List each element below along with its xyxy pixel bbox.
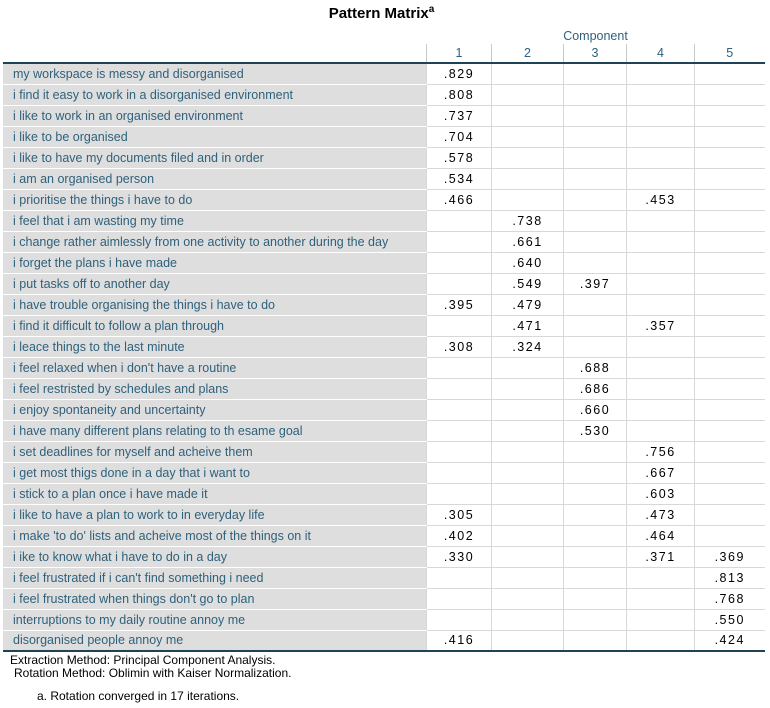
- table-row: [2, 252, 765, 273]
- footnote-a: a. Rotation converged in 17 iterations.: [37, 689, 240, 703]
- table-row: [2, 210, 765, 231]
- loading-value-cell: [492, 63, 564, 84]
- loading-value-cell: [564, 441, 627, 462]
- loading-value-cell: .371: [627, 546, 695, 567]
- table-row: [2, 63, 765, 84]
- loading-value-cell: [695, 168, 765, 189]
- loading-value-cell: [492, 105, 564, 126]
- loading-value-cell: [695, 273, 765, 294]
- loading-value-cell: [627, 588, 695, 609]
- table-row: [2, 609, 765, 630]
- table-row: [2, 420, 765, 441]
- loading-value-cell: [427, 399, 492, 420]
- loading-value-cell: [427, 315, 492, 336]
- row-label: i feel relaxed when i don't have a routine: [2, 357, 427, 378]
- row-label: i like to work in an organised environment: [2, 105, 427, 126]
- loading-value-cell: [564, 588, 627, 609]
- loading-value-cell: .688: [564, 357, 627, 378]
- table-row: [2, 630, 765, 651]
- table-footnotes: [0, 654, 770, 703]
- table-row: [2, 441, 765, 462]
- loading-value-cell: [492, 441, 564, 462]
- loading-value-cell: .530: [564, 420, 627, 441]
- row-label: i like to be organised: [2, 126, 427, 147]
- component-column-header-2: 2: [492, 44, 564, 63]
- loading-value-cell: .453: [627, 189, 695, 210]
- loading-value-cell: [427, 231, 492, 252]
- loading-value-cell: [492, 126, 564, 147]
- loading-value-cell: .534: [427, 168, 492, 189]
- loading-value-cell: [492, 378, 564, 399]
- row-label: disorganised people annoy me: [2, 630, 427, 651]
- loading-value-cell: [492, 483, 564, 504]
- loading-value-cell: [627, 294, 695, 315]
- loading-value-cell: [695, 378, 765, 399]
- table-row: [2, 378, 765, 399]
- loading-value-cell: [695, 105, 765, 126]
- loading-value-cell: [492, 420, 564, 441]
- loading-value-cell: .686: [564, 378, 627, 399]
- loading-value-cell: [427, 567, 492, 588]
- table-row: [2, 462, 765, 483]
- loading-value-cell: [564, 252, 627, 273]
- loading-value-cell: [695, 525, 765, 546]
- table-row: [2, 399, 765, 420]
- loading-value-cell: [427, 252, 492, 273]
- component-column-header-5: 5: [695, 44, 765, 63]
- loading-value-cell: [564, 210, 627, 231]
- loading-value-cell: [564, 294, 627, 315]
- loading-value-cell: .738: [492, 210, 564, 231]
- row-label: i put tasks off to another day: [2, 273, 427, 294]
- loading-value-cell: [627, 357, 695, 378]
- loading-value-cell: [564, 546, 627, 567]
- loading-value-cell: [695, 63, 765, 84]
- loading-value-cell: [492, 399, 564, 420]
- loading-value-cell: [564, 462, 627, 483]
- loading-value-cell: [492, 546, 564, 567]
- loading-value-cell: [564, 84, 627, 105]
- loading-value-cell: [492, 630, 564, 651]
- loading-value-cell: .479: [492, 294, 564, 315]
- loading-value-cell: .471: [492, 315, 564, 336]
- loading-value-cell: [492, 567, 564, 588]
- loading-value-cell: .397: [564, 273, 627, 294]
- loading-value-cell: [695, 189, 765, 210]
- row-label: i stick to a plan once i have made it: [2, 483, 427, 504]
- loading-value-cell: [695, 462, 765, 483]
- loading-value-cell: [564, 147, 627, 168]
- loading-value-cell: .660: [564, 399, 627, 420]
- loading-value-cell: [564, 525, 627, 546]
- loading-value-cell: [564, 336, 627, 357]
- table-row: [2, 147, 765, 168]
- loading-value-cell: [695, 441, 765, 462]
- loading-value-cell: [627, 126, 695, 147]
- loading-value-cell: .395: [427, 294, 492, 315]
- table-row: [2, 315, 765, 336]
- loading-value-cell: .756: [627, 441, 695, 462]
- table-row: [2, 588, 765, 609]
- row-label: i like to have my documents filed and in order: [2, 147, 427, 168]
- loading-value-cell: .737: [427, 105, 492, 126]
- loading-value-cell: [427, 609, 492, 630]
- row-label: i make 'to do' lists and acheive most of the things on it: [2, 525, 427, 546]
- loading-value-cell: [627, 105, 695, 126]
- loading-value-cell: .369: [695, 546, 765, 567]
- row-label: i prioritise the things i have to do: [2, 189, 427, 210]
- loading-value-cell: [695, 126, 765, 147]
- table-row: [2, 105, 765, 126]
- loading-value-cell: [627, 252, 695, 273]
- loading-value-cell: [695, 294, 765, 315]
- loading-value-cell: [492, 462, 564, 483]
- loading-value-cell: .768: [695, 588, 765, 609]
- loading-value-cell: [492, 189, 564, 210]
- component-group-header: Component: [563, 28, 628, 43]
- page-title: [0, 0, 763, 27]
- loading-value-cell: .550: [695, 609, 765, 630]
- table-row: [2, 231, 765, 252]
- component-column-header-3: 3: [564, 44, 627, 63]
- loading-value-cell: [564, 105, 627, 126]
- loading-value-cell: .308: [427, 336, 492, 357]
- loading-value-cell: .402: [427, 525, 492, 546]
- loading-value-cell: [695, 483, 765, 504]
- row-label: i enjoy spontaneity and uncertainty: [2, 399, 427, 420]
- row-label: i find it difficult to follow a plan through: [2, 315, 427, 336]
- loading-value-cell: [695, 336, 765, 357]
- row-label: i am an organised person: [2, 168, 427, 189]
- table-row: [2, 273, 765, 294]
- loading-value-cell: [492, 147, 564, 168]
- loading-value-cell: [564, 630, 627, 651]
- loading-value-cell: [564, 231, 627, 252]
- loading-value-cell: [564, 189, 627, 210]
- loading-value-cell: [564, 168, 627, 189]
- loading-value-cell: [627, 273, 695, 294]
- row-label: i leace things to the last minute: [2, 336, 427, 357]
- component-column-header-4: 4: [627, 44, 695, 63]
- loading-value-cell: [627, 567, 695, 588]
- loading-value-cell: [695, 357, 765, 378]
- extraction-method-note: Extraction Method: Principal Component Analysis.: [10, 653, 276, 667]
- loading-value-cell: [564, 63, 627, 84]
- loading-value-cell: .473: [627, 504, 695, 525]
- loading-value-cell: [695, 84, 765, 105]
- table-row: [2, 483, 765, 504]
- loading-value-cell: .640: [492, 252, 564, 273]
- row-label: i change rather aimlessly from one activity to another during the day: [2, 231, 427, 252]
- loading-value-cell: [627, 399, 695, 420]
- loading-value-cell: .324: [492, 336, 564, 357]
- loading-value-cell: [427, 357, 492, 378]
- loading-value-cell: .661: [492, 231, 564, 252]
- loading-value-cell: .357: [627, 315, 695, 336]
- row-label: i feel frustrated if i can't find something i need: [2, 567, 427, 588]
- loading-value-cell: .808: [427, 84, 492, 105]
- loading-value-cell: [427, 462, 492, 483]
- loading-value-cell: [492, 609, 564, 630]
- table-row: [2, 336, 765, 357]
- loading-value-cell: .578: [427, 147, 492, 168]
- loading-value-cell: [564, 315, 627, 336]
- loading-value-cell: [627, 84, 695, 105]
- loading-value-cell: [492, 168, 564, 189]
- row-label: i feel frustrated when things don't go to plan: [2, 588, 427, 609]
- loading-value-cell: [564, 504, 627, 525]
- table-row: [2, 357, 765, 378]
- loading-value-cell: [627, 231, 695, 252]
- loading-value-cell: [627, 210, 695, 231]
- row-label: my workspace is messy and disorganised: [2, 63, 427, 84]
- loading-value-cell: [427, 483, 492, 504]
- loading-value-cell: [627, 378, 695, 399]
- loading-value-cell: [564, 126, 627, 147]
- loading-value-cell: [492, 525, 564, 546]
- table-row: [2, 294, 765, 315]
- pattern-matrix-table: [0, 27, 765, 652]
- table-row: [2, 567, 765, 588]
- row-label: interruptions to my daily routine annoy me: [2, 609, 427, 630]
- loading-value-cell: [695, 399, 765, 420]
- loading-value-cell: .813: [695, 567, 765, 588]
- table-title-text: Pattern Matrix: [328, 5, 429, 22]
- loading-value-cell: .466: [427, 189, 492, 210]
- loading-value-cell: [427, 210, 492, 231]
- loading-value-cell: [564, 609, 627, 630]
- loading-value-cell: [627, 63, 695, 84]
- loading-value-cell: .424: [695, 630, 765, 651]
- loading-value-cell: [627, 420, 695, 441]
- loading-value-cell: [427, 441, 492, 462]
- loading-value-cell: [695, 252, 765, 273]
- loading-value-cell: [492, 84, 564, 105]
- loading-value-cell: [564, 483, 627, 504]
- loading-value-cell: [627, 609, 695, 630]
- loading-value-cell: .603: [627, 483, 695, 504]
- loading-value-cell: [427, 273, 492, 294]
- loading-value-cell: .549: [492, 273, 564, 294]
- rotation-method-note: Rotation Method: Oblimin with Kaiser Normalization.: [14, 666, 292, 680]
- loading-value-cell: [492, 588, 564, 609]
- loading-value-cell: .464: [627, 525, 695, 546]
- row-label: i get most thigs done in a day that i want to: [2, 462, 427, 483]
- component-group-row: [2, 27, 765, 44]
- table-row: [2, 84, 765, 105]
- loading-value-cell: [627, 630, 695, 651]
- row-label: i ike to know what i have to do in a day: [2, 546, 427, 567]
- table-row: [2, 168, 765, 189]
- loading-value-cell: [695, 504, 765, 525]
- loading-value-cell: [492, 504, 564, 525]
- loading-value-cell: .416: [427, 630, 492, 651]
- row-label: i forget the plans i have made: [2, 252, 427, 273]
- loading-value-cell: [427, 588, 492, 609]
- table-row: [2, 189, 765, 210]
- loading-value-cell: [564, 567, 627, 588]
- loading-value-cell: .667: [627, 462, 695, 483]
- row-label: i have trouble organising the things i have to do: [2, 294, 427, 315]
- component-column-header-1: 1: [427, 44, 492, 63]
- loading-value-cell: [695, 231, 765, 252]
- loading-value-cell: .305: [427, 504, 492, 525]
- row-label: i set deadlines for myself and acheive them: [2, 441, 427, 462]
- table-row: [2, 525, 765, 546]
- table-row: [2, 504, 765, 525]
- row-label: i have many different plans relating to th esame goal: [2, 420, 427, 441]
- loading-value-cell: .829: [427, 63, 492, 84]
- loading-value-cell: [427, 420, 492, 441]
- loading-value-cell: [695, 315, 765, 336]
- table-title-footnote-marker: a: [428, 4, 435, 15]
- row-label: i find it easy to work in a disorganised environment: [2, 84, 427, 105]
- row-label: i like to have a plan to work to in everyday life: [2, 504, 427, 525]
- header-stub: [2, 44, 427, 63]
- loading-value-cell: [695, 420, 765, 441]
- loading-value-cell: [492, 357, 564, 378]
- loading-value-cell: [695, 210, 765, 231]
- table-row: [2, 546, 765, 567]
- loading-value-cell: [627, 168, 695, 189]
- loading-value-cell: [627, 147, 695, 168]
- loading-value-cell: [695, 147, 765, 168]
- loading-value-cell: [627, 336, 695, 357]
- table-row: [2, 126, 765, 147]
- loading-value-cell: [427, 378, 492, 399]
- column-number-row: [2, 44, 765, 63]
- row-label: i feel restristed by schedules and plans: [2, 378, 427, 399]
- loading-value-cell: .704: [427, 126, 492, 147]
- row-label: i feel that i am wasting my time: [2, 210, 427, 231]
- header-stub: [2, 27, 427, 44]
- loading-value-cell: .330: [427, 546, 492, 567]
